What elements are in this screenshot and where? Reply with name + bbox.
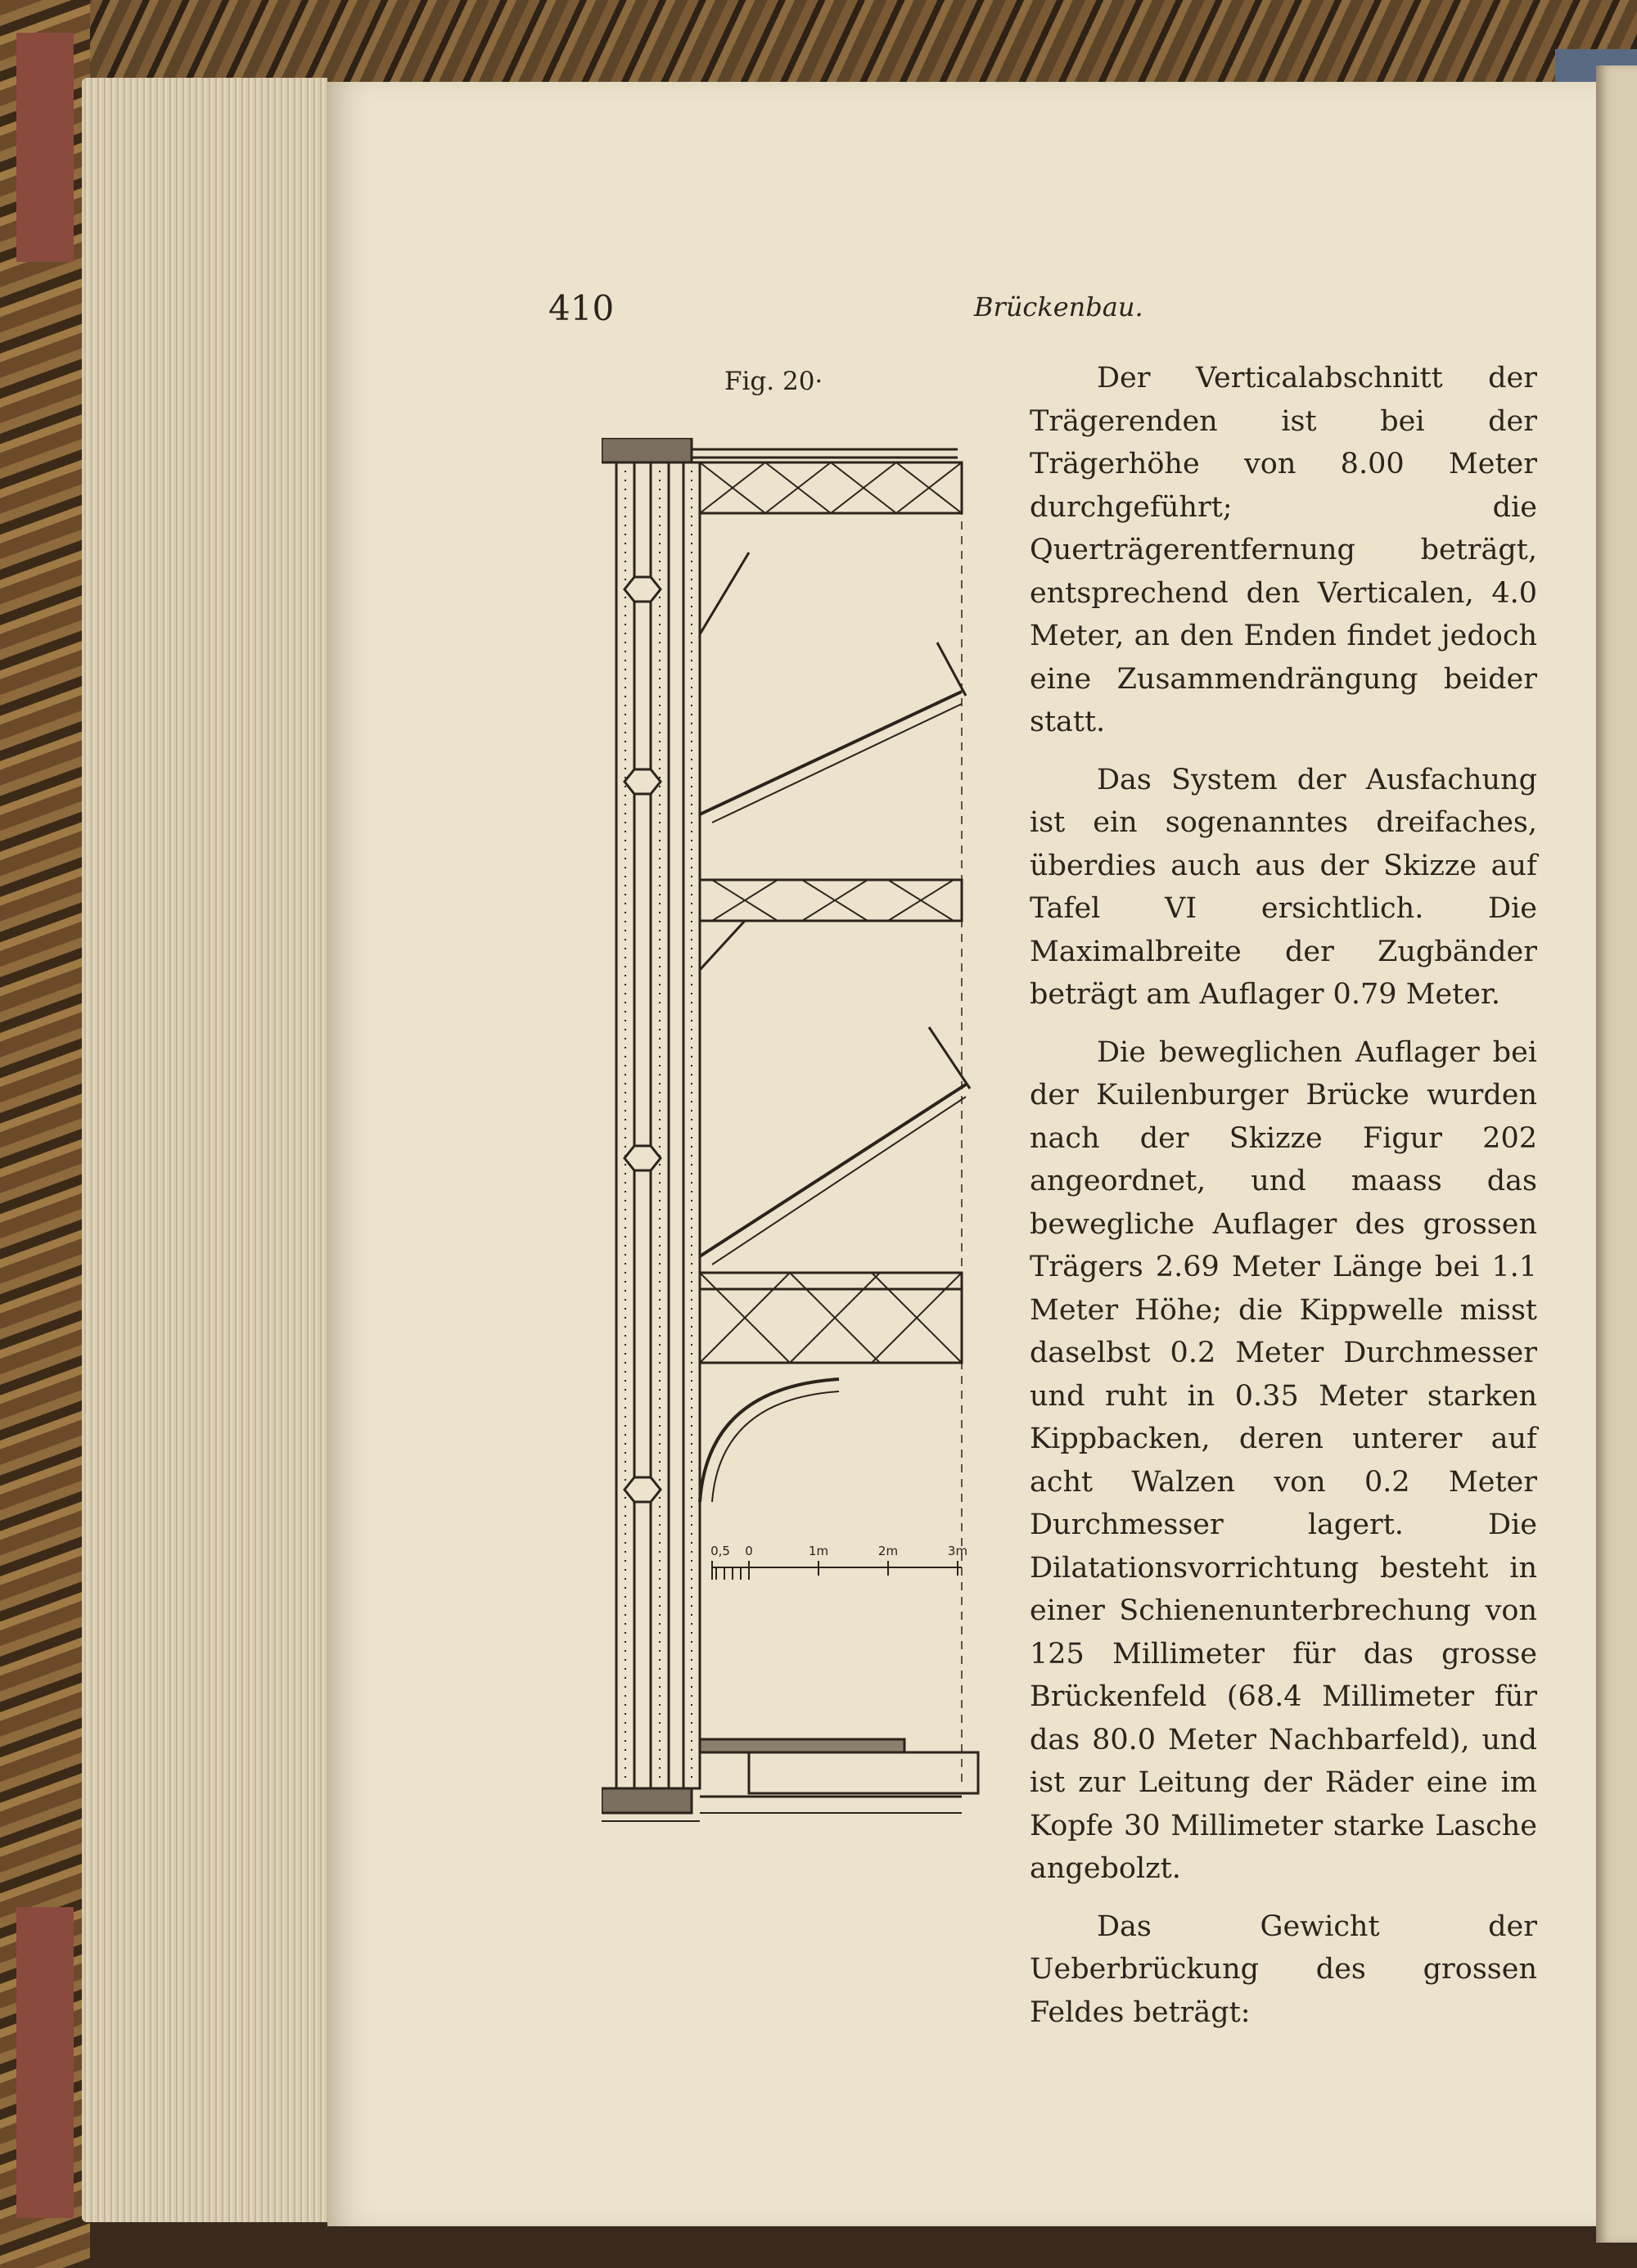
scale-label: 3m bbox=[947, 1544, 968, 1558]
paragraph: Das Gewicht der Ueberbrückung des grossen Feldes beträgt: bbox=[1030, 1910, 1537, 2029]
scale-label: 0 bbox=[745, 1544, 753, 1558]
book-spine-corner-bottom bbox=[16, 1907, 74, 2218]
page-number: 410 bbox=[548, 288, 615, 328]
facing-page-edge bbox=[1596, 65, 1637, 2243]
paragraph: Der Verticalabschnitt der Trägerenden ist bei der Trägerhöhe von 8.00 Meter durchgeführt; die Querträgerentfernung beträgt, entsprechend den Verticalen, 4.0 Meter, an den Enden findet jedoch eine Zusammendrängung beider statt. bbox=[1030, 362, 1537, 738]
scale-label: 2m bbox=[877, 1544, 899, 1558]
body-text bbox=[1030, 357, 1537, 2049]
paragraph: Das System der Ausfachung ist ein sogenanntes dreifaches, überdies auch aus der Skizze auf Tafel VI ersichtlich. Die Maximalbreite der Zugbänder beträgt am Auflager 0.79 Meter. bbox=[1030, 763, 1537, 1011]
bridge-section-drawing bbox=[602, 438, 994, 1846]
book-spine-corner-top bbox=[16, 33, 74, 262]
scale-label: 1m bbox=[808, 1544, 829, 1558]
bridge-section-figure bbox=[602, 438, 994, 1846]
running-title: Brückenbau. bbox=[974, 291, 1143, 322]
scale-label: 0,5 bbox=[710, 1544, 730, 1558]
scale-bar-labels bbox=[710, 1544, 967, 1558]
book-cover-top bbox=[0, 0, 1637, 90]
paragraph: Die beweglichen Auflager bei der Kuilenburger Brücke wurden nach der Skizze Figur 202 angeordnet, und maass das bewegliche Auflager des grossen Trägers 2.69 Meter Länge bei 1.1 Meter Höhe; die Kippwelle misst daselbst 0.2 Meter Durchmesser und ruht in 0.35 Meter starken Kippbacken, deren unterer auf acht Walzen von 0.2 Meter Durchmesser lagert. Die Dilatationsvorrichtung besteht in einer Schienenunterbrechung von 125 Millimeter für das grosse Brückenfeld (68.4 Millimeter für das 80.0 Meter Nachbarfeld), und ist zur Leitung der Räder eine im Kopfe 30 Millimeter starke Lasche angebolzt. bbox=[1030, 1035, 1537, 1885]
figure-caption: Fig. 20· bbox=[724, 367, 823, 396]
page-edges bbox=[82, 78, 327, 2222]
